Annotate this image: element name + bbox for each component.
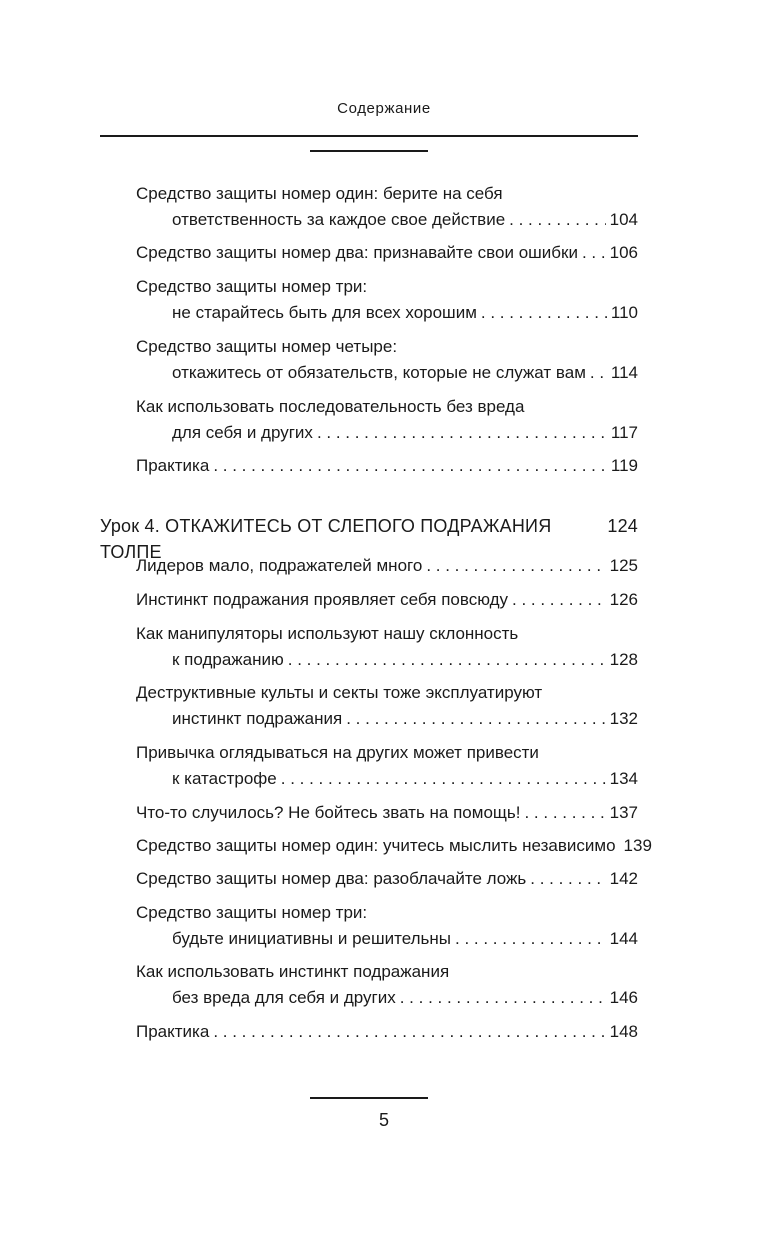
leader-dots [481, 300, 607, 326]
toc-page-number: 134 [609, 769, 638, 788]
toc-entry-title-line: Практика [136, 456, 210, 475]
toc-page-number: 119 [610, 456, 638, 475]
leader-dots [509, 207, 605, 233]
toc-entry-title-continuation: ответственность за каждое свое действие [172, 210, 506, 229]
leader-dots [524, 800, 605, 826]
toc-entry[interactable] [0, 833, 768, 859]
toc-entry-title-line: Практика [136, 1022, 210, 1041]
toc-entry-title-line: Лидеров мало, подражателей много [136, 556, 423, 575]
leader-dots [590, 360, 607, 386]
toc-page-number: 139 [623, 836, 652, 855]
toc-entry-title-line: Средство защиты номер один: берите на себя [136, 184, 503, 203]
toc-entry[interactable] [0, 900, 768, 960]
toc-page-number: 110 [610, 303, 638, 322]
toc-entry[interactable] [0, 181, 768, 241]
toc-entry[interactable] [0, 240, 768, 266]
leader-dots [400, 985, 606, 1011]
toc-entry-title-line: Что-то случилось? Не бойтесь звать на помощь! [136, 803, 521, 822]
toc-entry[interactable] [0, 866, 768, 892]
toc-page-number: 132 [609, 709, 638, 728]
toc-entry[interactable] [0, 453, 768, 479]
toc-entry-title-line: Как манипуляторы используют нашу склонность [136, 624, 519, 643]
toc-entry-title-line: Средство защиты номер четыре: [136, 337, 398, 356]
leader-dots [512, 587, 606, 613]
toc-entry-title-line: Средство защиты номер три: [136, 277, 368, 296]
toc-entry-title-continuation: не старайтесь быть для всех хорошим [172, 303, 477, 322]
leader-dots [281, 766, 606, 792]
leader-dots [213, 1019, 605, 1045]
toc-page-number: 146 [609, 988, 638, 1007]
toc-entry[interactable] [0, 274, 768, 334]
toc-page-number: 117 [610, 423, 638, 442]
lesson-title: Урок 4. ОТКАЖИТЕСЬ ОТ СЛЕПОГО ПОДРАЖАНИЯ ТОЛПЕ [100, 516, 552, 562]
running-head: Содержание [337, 100, 431, 117]
toc-entry[interactable] [0, 680, 768, 740]
leader-dots [582, 240, 606, 266]
toc-page-number: 126 [609, 590, 638, 609]
toc-entry-title-line: Средство защиты номер один: учитесь мыслить независимо [136, 836, 616, 855]
toc-entry-title-line: Средство защиты номер два: признавайте свои ошибки [136, 243, 578, 262]
toc-entry-title-continuation: откажитесь от обязательств, которые не служат вам [172, 363, 586, 382]
toc-entry[interactable] [0, 1019, 768, 1045]
folio-page-number: 5 [378, 1110, 389, 1130]
toc-page-number: 104 [609, 210, 638, 229]
leader-dots [530, 866, 605, 892]
toc-entry-title-line: Привычка оглядываться на других может привести [136, 743, 539, 762]
header-short-rule [310, 150, 428, 152]
toc-entry[interactable] [0, 587, 768, 613]
toc-entry-title-continuation: инстинкт подражания [172, 709, 343, 728]
lesson-heading[interactable] [100, 513, 638, 565]
toc-entry-title-line: Как использовать инстинкт подражания [136, 962, 450, 981]
toc-entry-title-continuation: к катастрофе [172, 769, 277, 788]
toc-entry[interactable] [0, 394, 768, 454]
toc-entry-title-line: Средство защиты номер два: разоблачайте ложь [136, 869, 527, 888]
leader-dots [346, 706, 605, 732]
toc-entry[interactable] [0, 334, 768, 394]
toc-entry-title-line: Деструктивные культы и секты тоже эксплуатируют [136, 683, 543, 702]
leader-dots [455, 926, 606, 952]
toc-entry[interactable] [0, 959, 768, 1019]
lesson-page-number: 124 [607, 516, 638, 536]
toc-page-number: 128 [609, 650, 638, 669]
toc-entry-title-line: Как использовать последовательность без вреда [136, 397, 525, 416]
toc-entry-title-continuation: к подражанию [172, 650, 284, 669]
toc-page-number: 142 [609, 869, 638, 888]
toc-entry[interactable] [0, 800, 768, 826]
toc-entry[interactable] [0, 740, 768, 800]
toc-entry-title-line: Инстинкт подражания проявляет себя повсюду [136, 590, 509, 609]
toc-entry-title-line: Средство защиты номер три: [136, 903, 368, 922]
toc-entry-title-continuation: для себя и других [172, 423, 313, 442]
footer-rule [310, 1097, 428, 1099]
header-rule [100, 135, 638, 137]
leader-dots [213, 453, 607, 479]
toc-entry-title-continuation: без вреда для себя и других [172, 988, 396, 1007]
toc-page-number: 106 [609, 243, 638, 262]
leader-dots [317, 420, 607, 446]
toc-entry-title-continuation: будьте инициативны и решительны [172, 929, 451, 948]
toc-page-number: 114 [610, 363, 638, 382]
toc-page-number: 148 [609, 1022, 638, 1041]
leader-dots [288, 647, 606, 673]
toc-page-number: 144 [609, 929, 638, 948]
toc-page-number: 137 [609, 803, 638, 822]
toc-entry[interactable] [0, 621, 768, 681]
toc-page-number: 125 [609, 556, 638, 575]
